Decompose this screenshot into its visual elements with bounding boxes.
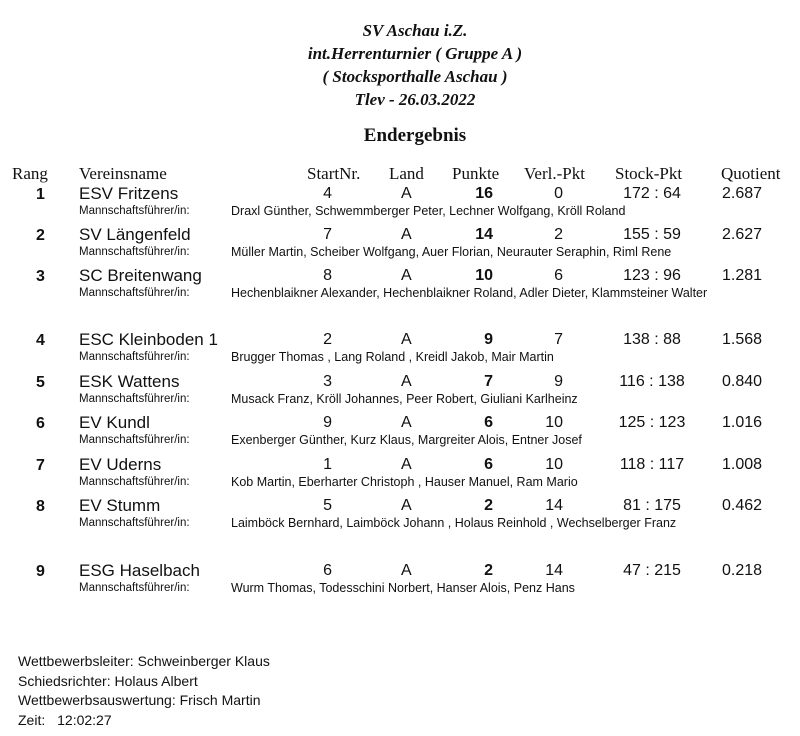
col-header-quotient: Quotient: [721, 164, 781, 183]
col-header-start: StartNr.: [307, 164, 361, 183]
quotient: 1.008: [722, 456, 763, 473]
club-name: SC Breitenwang: [79, 266, 202, 285]
lost-points: 7: [554, 331, 563, 348]
header-tournament: int.Herrenturnier ( Gruppe A ): [307, 44, 523, 63]
country: A: [401, 562, 412, 579]
points: 14: [475, 226, 493, 243]
table-row: [0, 561, 800, 621]
captain-label: Mannschaftsführer/in:: [79, 476, 190, 488]
col-header-punkte: Punkte: [452, 164, 500, 183]
lost-points: 6: [554, 267, 563, 284]
start-number: 2: [323, 331, 332, 348]
lost-points: 14: [545, 497, 563, 514]
captains-list: Exenberger Günther, Kurz Klaus, Margreiter Alois, Entner Josef: [231, 433, 582, 447]
footer: [18, 652, 270, 730]
club-name: ESK Wattens: [79, 372, 180, 391]
footer-zeit: [18, 711, 270, 731]
points: 7: [484, 373, 493, 390]
club-name: EV Kundl: [79, 413, 150, 432]
rank: 4: [36, 332, 45, 349]
rank: 7: [36, 457, 45, 474]
captains-list: Brugger Thomas , Lang Roland , Kreidl Jakob, Mair Martin: [231, 350, 554, 364]
stock-points: 138 : 88: [623, 331, 681, 348]
header-venue: ( Stocksporthalle Aschau ): [322, 67, 508, 86]
stock-points: 47 : 215: [623, 562, 681, 579]
points: 10: [475, 267, 493, 284]
captains-list: Wurm Thomas, Todesschini Norbert, Hanser Alois, Penz Hans: [231, 581, 575, 595]
country: A: [401, 331, 412, 348]
lost-points: 10: [545, 456, 563, 473]
captains-list: Kob Martin, Eberharter Christoph , Hauser Manuel, Ram Mario: [231, 475, 578, 489]
col-header-land: Land: [389, 164, 424, 183]
quotient: 0.462: [722, 497, 763, 514]
quotient: 2.687: [722, 185, 763, 202]
stock-points: 172 : 64: [623, 185, 681, 202]
quotient: 0.218: [722, 562, 763, 579]
footer-schiedsrichter: Schiedsrichter: Holaus Albert: [18, 672, 198, 689]
rank: 6: [36, 415, 45, 432]
quotient: 1.568: [722, 331, 763, 348]
country: A: [401, 373, 412, 390]
stock-points: 155 : 59: [623, 226, 681, 243]
captain-label: Mannschaftsführer/in:: [79, 517, 190, 529]
captains-list: Draxl Günther, Schwemmberger Peter, Lechner Wolfgang, Kröll Roland: [231, 204, 626, 218]
country: A: [401, 456, 412, 473]
header-club: SV Aschau i.Z.: [362, 21, 468, 40]
captain-label: Mannschaftsführer/in:: [79, 287, 190, 299]
start-number: 5: [323, 497, 332, 514]
country: A: [401, 267, 412, 284]
rank: 3: [36, 268, 45, 285]
lost-points: 14: [545, 562, 563, 579]
lost-points: 10: [545, 414, 563, 431]
stock-points: 125 : 123: [618, 414, 686, 431]
captains-list: Müller Martin, Scheiber Wolfgang, Auer Florian, Neurauter Seraphin, Riml Rene: [231, 245, 672, 259]
lost-points: 0: [554, 185, 563, 202]
start-number: 7: [323, 226, 332, 243]
captain-label: Mannschaftsführer/in:: [79, 351, 190, 363]
col-header-stock: Stock-Pkt: [615, 164, 683, 183]
captain-label: Mannschaftsführer/in:: [79, 393, 190, 405]
start-number: 3: [323, 373, 332, 390]
points: 9: [484, 331, 493, 348]
country: A: [401, 497, 412, 514]
club-name: EV Uderns: [79, 455, 162, 474]
table-row: [0, 266, 800, 326]
footer-zeit-label: Zeit:: [18, 711, 46, 728]
captain-label: Mannschaftsführer/in:: [79, 434, 190, 446]
club-name: ESC Kleinboden 1: [79, 330, 218, 349]
country: A: [401, 226, 412, 243]
start-number: 9: [323, 414, 332, 431]
club-name: ESG Haselbach: [79, 561, 200, 580]
captain-label: Mannschaftsführer/in:: [79, 582, 190, 594]
captain-label: Mannschaftsführer/in:: [79, 205, 190, 217]
lost-points: 9: [554, 373, 563, 390]
club-name: ESV Fritzens: [79, 184, 179, 203]
col-header-rang: Rang: [12, 164, 48, 183]
country: A: [401, 185, 412, 202]
col-header-verein: Vereinsname: [79, 164, 167, 183]
page-title: Endergebnis: [363, 125, 467, 146]
points: 2: [484, 562, 493, 579]
quotient: 0.840: [722, 373, 763, 390]
stock-points: 81 : 175: [623, 497, 681, 514]
rank: 8: [36, 498, 45, 515]
club-name: SV Längenfeld: [79, 225, 191, 244]
table-row: [0, 496, 800, 556]
footer-zeit-value: 12:02:27: [57, 711, 112, 728]
rank: 1: [36, 186, 45, 203]
points: 6: [484, 456, 493, 473]
start-number: 1: [323, 456, 332, 473]
lost-points: 2: [554, 226, 563, 243]
header-date: Tlev - 26.03.2022: [354, 90, 476, 109]
rank: 5: [36, 374, 45, 391]
country: A: [401, 414, 412, 431]
club-name: EV Stumm: [79, 496, 161, 515]
quotient: 1.281: [722, 267, 763, 284]
captain-label: Mannschaftsführer/in:: [79, 246, 190, 258]
footer-auswertung: Wettbewerbsauswertung: Frisch Martin: [18, 692, 261, 708]
rank: 2: [36, 227, 45, 244]
stock-points: 116 : 138: [619, 373, 685, 390]
captains-list: Laimböck Bernhard, Laimböck Johann , Holaus Reinhold , Wechselberger Franz: [231, 516, 677, 530]
rank: 9: [36, 563, 45, 580]
stock-points: 118 : 117: [619, 456, 685, 473]
start-number: 8: [323, 267, 332, 284]
points: 2: [484, 497, 493, 514]
captains-list: Musack Franz, Kröll Johannes, Peer Robert, Giuliani Karlheinz: [231, 392, 578, 406]
footer-leiter: Wettbewerbsleiter: Schweinberger Klaus: [18, 653, 270, 669]
start-number: 4: [323, 185, 332, 202]
start-number: 6: [323, 562, 332, 579]
points: 6: [484, 414, 493, 431]
captains-list: Hechenblaikner Alexander, Hechenblaikner Roland, Adler Dieter, Klammsteiner Walter: [231, 286, 708, 300]
col-header-verl: Verl.-Pkt: [524, 164, 585, 183]
quotient: 1.016: [722, 414, 763, 431]
stock-points: 123 : 96: [623, 267, 681, 284]
quotient: 2.627: [722, 226, 763, 243]
points: 16: [475, 185, 493, 202]
